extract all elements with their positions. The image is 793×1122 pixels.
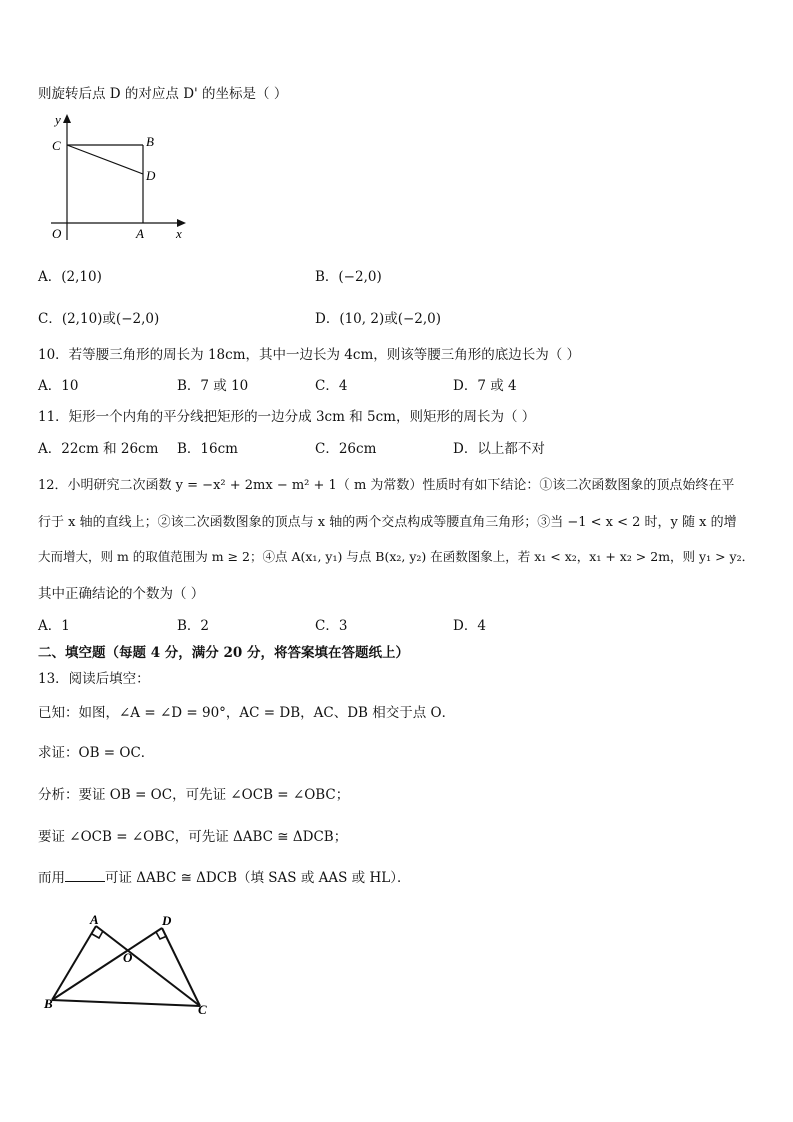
q11-option-b[interactable]: B．16cm [177, 441, 238, 457]
q10-option-b[interactable]: B．7 或 10 [177, 378, 249, 394]
label-b: B [44, 996, 53, 1011]
q13-answer-blank[interactable] [65, 869, 105, 882]
q12-line1: 12．小明研究二次函数 y = −x² + 2mx − m² + 1（ m 为常数）性质时有如下结论：①该二次函数图象的顶点始终在平 [38, 478, 735, 493]
q12-option-c[interactable]: C．3 [315, 618, 348, 634]
section-2-heading: 二、填空题（每题 4 分，满分 20 分，将答案填在答题纸上） [38, 645, 409, 661]
q13-figure [40, 910, 220, 1020]
q12-line4: 其中正确结论的个数为（ ） [38, 586, 205, 602]
q13-step2: 要证 ∠OCB = ∠OBC，可先证 ΔABC ≅ ΔDCB； [38, 829, 348, 845]
q11-stem: 11．矩形一个内角的平分线把矩形的一边分成 3cm 和 5cm，则矩形的周长为（ ） [38, 409, 536, 425]
q9-stem: 则旋转后点 D 的对应点 D' 的坐标是（ ） [38, 86, 288, 102]
q9-option-c[interactable]: C．(2,10)或(−2,0) [38, 311, 160, 327]
label-b: B [146, 134, 154, 149]
q10-stem: 10．若等腰三角形的周长为 18cm，其中一边长为 4cm，则该等腰三角形的底边长为（ ） [38, 347, 581, 363]
segment-cd [67, 145, 143, 174]
q13-step3-prefix: 而用 [38, 870, 65, 886]
q9-option-b[interactable]: B．(−2,0) [315, 269, 382, 285]
segment-dc [162, 928, 200, 1006]
label-x: x [176, 226, 182, 241]
q13-step3 [38, 866, 410, 886]
label-a: A [90, 912, 99, 927]
q12-option-b[interactable]: B．2 [177, 618, 210, 634]
q10-option-d[interactable]: D．7 或 4 [453, 378, 517, 394]
q9-figure [46, 112, 206, 247]
right-angle-mark-a [92, 931, 103, 938]
q10-option-c[interactable]: C．4 [315, 378, 348, 394]
label-c: C [198, 1002, 207, 1017]
label-d: D [146, 168, 156, 183]
q13-given: 已知：如图，∠A = ∠D = 90°，AC = DB，AC、DB 相交于点 O． [38, 705, 456, 721]
label-a: A [136, 226, 144, 241]
q13-prove: 求证：OB = OC． [38, 745, 155, 761]
label-y: y [55, 112, 61, 127]
segment-bc [52, 1000, 200, 1006]
q11-option-c[interactable]: C．26cm [315, 441, 377, 457]
q12-option-a[interactable]: A．1 [38, 618, 70, 634]
q12-line3: 大而增大，则 m 的取值范围为 m ≥ 2；④点 A(x₁, y₁) 与点 B(x₂, y₂) 在函数图象上，若 x₁ < x₂，x₁ + x₂ > 2m，则 y₁ > y₂． [38, 549, 755, 564]
y-axis-arrow [63, 114, 71, 123]
q12-line2: 行于 x 轴的直线上；②该二次函数图象的顶点与 x 轴的两个交点构成等腰直角三角形；③当 −1 < x < 2 时，y 随 x 的增 [38, 515, 737, 530]
q12-option-d[interactable]: D．4 [453, 618, 486, 634]
segment-ab [52, 926, 96, 1000]
q13-analysis: 分析：要证 OB = OC，可先证 ∠OCB = ∠OBC； [38, 787, 350, 803]
label-d: D [162, 913, 172, 928]
label-o: O [123, 950, 133, 965]
label-o: O [52, 226, 62, 241]
q9-option-d[interactable]: D．(10, 2)或(−2,0) [315, 311, 442, 327]
q13-intro: 13．阅读后填空： [38, 671, 150, 687]
q11-option-a[interactable]: A．22cm 和 26cm [38, 441, 159, 457]
q10-option-a[interactable]: A．10 [38, 378, 79, 394]
label-c: C [52, 138, 61, 153]
q9-option-a[interactable]: A．(2,10) [38, 269, 102, 285]
q11-option-d[interactable]: D．以上都不对 [453, 441, 545, 457]
q13-step3-suffix: 可证 ΔABC ≅ ΔDCB（填 SAS 或 AAS 或 HL）． [105, 870, 411, 886]
